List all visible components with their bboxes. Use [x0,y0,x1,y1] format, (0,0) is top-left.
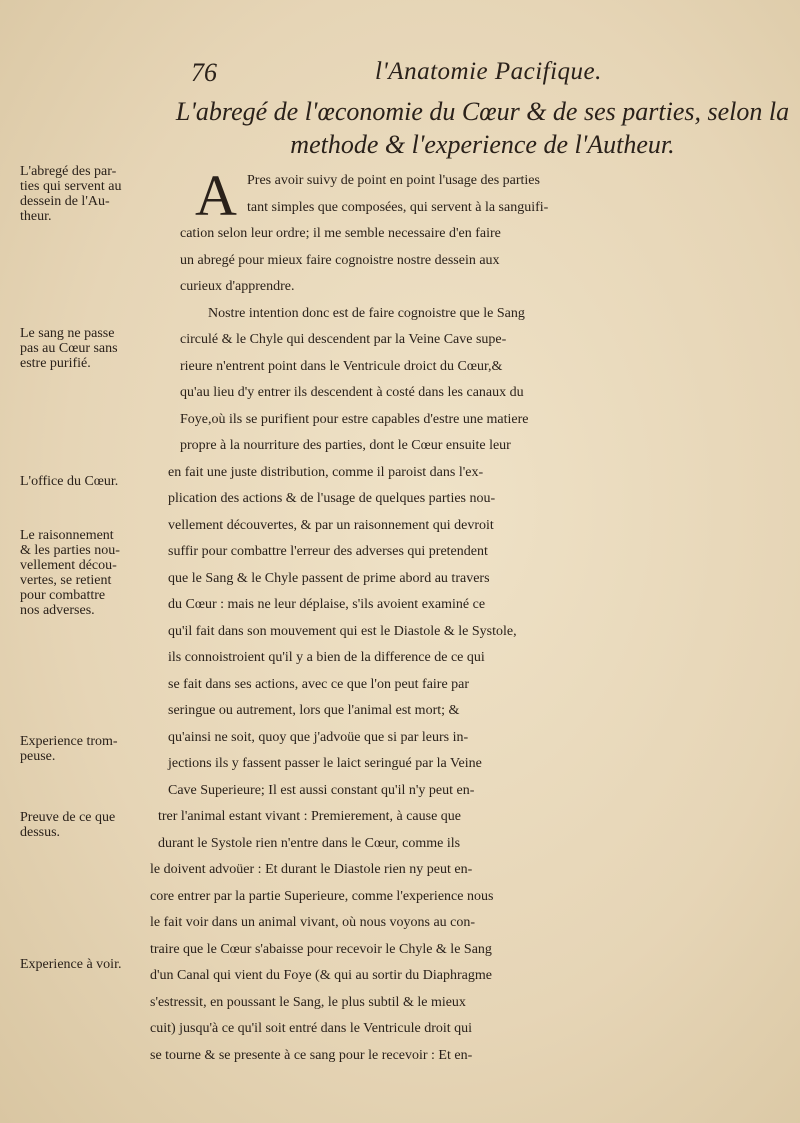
text-line: d'un Canal qui vient du Foye (& qui au sortir du Diaphragme [150,968,492,983]
text-line: durant le Systole rien n'entre dans le Cœur, comme ils [158,835,461,851]
text-line: seringue ou autrement, lors que l'animal est mort; & [168,703,460,718]
text-line: s'estressit, en poussant le Sang, le plus subtil & le mieux [150,994,466,1010]
text-line: qu'il fait dans son mouvement qui est le Diastole & le Systole, [168,623,517,639]
page-number: 76 [191,58,217,87]
margin-note: Le sang ne passe pas au Cœur sans estre purifié. [20,326,118,371]
text-line: le fait voir dans un animal vivant, où nous voyons au con- [150,915,476,930]
text-line-content: Pres avoir suivy de point en point l'usage des parties [247,173,540,188]
text-line: plication des actions & de l'usage de quelques parties nou- [168,491,496,506]
section-title-line-1: L'abregé de l'œconomie du Cœur & de ses parties, selon la [175,97,790,126]
text-line: suffir pour combattre l'erreur des adverses qui pretendent [168,544,488,559]
text-line: cuit) jusqu'à ce qu'il soit entré dans le Ventricule droit qui [150,1021,473,1036]
text-line: core entrer par la partie Superieure, comme l'experience nous [150,888,494,904]
text-line: rieure n'entrent point dans le Ventricule droict du Cœur,& [180,358,503,374]
margin-note: Preuve de ce que dessus. [20,810,116,840]
text-line: du Cœur : mais ne leur déplaise, s'ils avoient examiné ce [168,597,486,612]
text-line: se tourne & se presente à ce sang pour le recevoir : Et en- [150,1047,473,1063]
drop-cap: A [195,163,237,228]
text-line: ils connoistroient qu'il y a bien de la difference de ce qui [168,650,485,665]
margin-note: Experience trom- peuse. [20,734,118,764]
text-line: qu'au lieu d'y entrer ils descendent à costé dans les canaux du [180,385,524,400]
section-title-line-2: methode & l'experience de l'Autheur. [290,130,675,159]
text-line: traire que le Cœur s'abaisse pour recevoir le Chyle & le Sang [150,941,492,957]
margin-note: Le raisonnement & les parties nou- vellement décou- vertes, se retient pour combattre nos adverses. [20,528,120,618]
text-line: cation selon leur ordre; il me semble necessaire d'en faire [180,226,501,241]
text-line: propre à la nourriture des parties, dont le Cœur ensuite leur [180,438,511,453]
text-line: tant simples que composées, qui servent à la sanguifi- [247,199,549,215]
text-line: le doivent advoüer : Et durant le Diastole rien ny peut en- [150,862,473,877]
text-line: jections ils y fassent passer le laict seringué par la Veine [168,756,482,771]
text-line: Foye,où ils se purifient pour estre capables d'estre une matiere [180,411,529,427]
body-text [150,163,800,1069]
text-line: trer l'animal estant vivant : Premierement, à cause que [158,809,462,824]
text-line: vellement découvertes, & par un raisonnement qui devroit [168,517,494,533]
text-line: Cave Superieure; Il est aussi constant qu'il n'y peut en- [168,782,475,798]
text-line: se fait dans ses actions, avec ce que l'on peut faire par [168,676,470,692]
text-line: en fait une juste distribution, comme il paroist dans l'ex- [168,464,484,480]
text-line: curieux d'apprendre. [180,279,295,294]
text-line: circulé & le Chyle qui descendent par la Veine Cave supe- [180,332,507,347]
running-title: l'Anatomie Pacifique. [375,58,602,85]
page-header [185,58,785,94]
text-line: un abregé pour mieux faire cognoistre nostre dessein aux [180,252,500,268]
text-line: Nostre intention donc est de faire cognoistre que le Sang [208,305,525,321]
margin-note: L'office du Cœur. [20,474,119,489]
text-line: que le Sang & le Chyle passent de prime abord au travers [168,570,490,586]
margin-note: L'abregé des par- ties qui servent au dessein de l'Au- theur. [20,164,122,224]
text-line: qu'ainsi ne soit, quoy que j'advoüe que si par leurs in- [168,729,469,745]
margin-note: Experience à voir. [20,957,122,972]
section-title [170,95,795,161]
